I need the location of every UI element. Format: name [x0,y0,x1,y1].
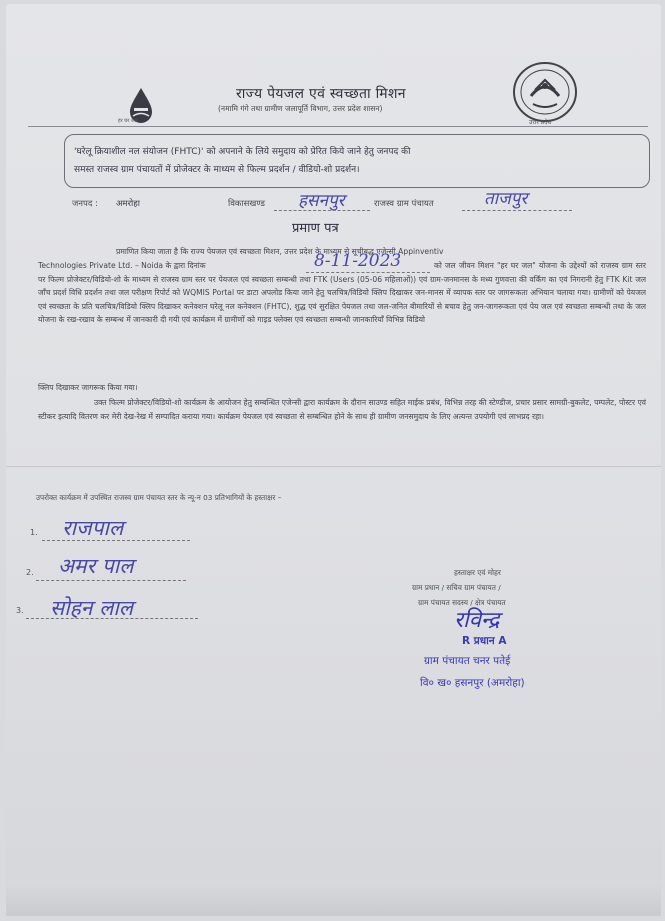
event-date: 8-11-2023 [314,251,402,271]
pradhan-signature: रविन्द्र [454,608,500,633]
government-seal-icon [511,60,579,124]
witness-number: 3. [16,606,24,615]
district-value: अमरोहा [116,199,140,209]
witness-signature: सोहन लाल [50,596,134,620]
district-label: जनपद : [72,199,98,209]
stamp-panchayat: ग्राम पंचायत चनर पतेई [424,655,511,667]
witness-number: 1. [30,528,38,537]
page-subtitle: (नमामि गंगे तथा ग्रामीण जलापूर्ति विभाग, उत्तर प्रदेश शासन) [218,104,383,113]
page-shadow [6,884,661,916]
stamp-pradhan: R प्रधान A [462,635,507,647]
witness-signature: अमर पाल [58,554,134,578]
witness-line [42,540,190,542]
banner-line-1: 'घरेलू क्रियाशील नल संयोजन (FHTC)' को अपनाने के लिये समुदाय को प्रेरित किये जाने हेतु जनपद की [74,147,411,157]
page-title: राज्य पेयजल एवं स्वच्छता मिशन [236,86,406,102]
panchayat-label: राजस्व ग्राम पंचायत [374,199,434,209]
block-underline [274,210,370,212]
witness-signature: राजपाल [62,516,124,540]
document-page [6,4,661,916]
logo-caption: हर घर जल [118,118,138,124]
panchayat-value: ताजपुर [484,189,528,209]
block-value: हसनपुर [298,191,345,211]
block-label: विकासखण्ड [228,199,265,209]
signatory-label: हस्ताक्षर एवं मोहर [454,568,501,577]
paragraph-1-line-a: प्रमाणित किया जाता है कि राज्य पेयजल एवं स्वच्छता मिशन, उत्तर प्रदेश के माध्यम से सूचीबद्ध एजेन्सी Appinventiv [116,247,444,256]
paper-fold [6,466,661,467]
paragraph-1-body: को जल जीवन मिशन "हर घर जल" योजना के उद्देश्यों को राजस्व ग्राम स्तर पर फिल्म प्रोजेक्टर/विडियो-शो के माध्यम से राजस्व ग्राम स्तर पर पेयजल एवं स्वच्छता सम्बन्धी तथा FTK (Users (05-06 महिलाओं)) एवं ग्राम-जनमानस के मध्य गुणवत्ता की वर्किंग का एवं निगरानी हेतु FTK Kit जल जाँच प्रदर्श विधि प्रदर्शन तथा जल परीक्षण रिपोर्ट को WQMIS Portal पर डाटा अपलोड किया जाने हेतु चलचित्र/विडियो क्लिप दिखाकर जन-मानस में व्यापक स्तर पर जागरूकता अभियान चलाया गया। ग्रामीणों को पेयजल एवं स्वच्छता के प्रति चलचित्र/विडियो क्लिप दिखाकर कनेक्शन घरेलू नल कनेक्शन (FHTC), शुद्ध एवं सुरक्षित पेयजल तथा जल-जनित बीमारियों से बचाव हेतु जन-जागरूकता एवं पेय जल एवं स्वच्छता सम्बन्धी तथा के जल योजना के रख-रखाव के सम्बन्ध में जानकारी दी गयी एवं कार्यक्रम में ग्रामीणों को गाइड फ्लेक्स एवं स्वच्छता सम्बन्धी जानकारियाँ विभिन्न विडियो [38,261,646,325]
paragraph-1-end: क्लिप दिखाकर जागरूक किया गया। [38,383,138,392]
subject-banner [64,134,650,188]
witness-intro: उपरोक्त कार्यक्रम में उपस्थित राजस्व ग्राम पंचायत स्तर के न्यू-न 03 प्रतिभागियों के हस्ताक्षर – [36,493,282,502]
header-divider [28,126,648,127]
panchayat-underline [462,210,572,212]
banner-line-2: समस्त राजस्व ग्राम पंचायतों में प्रोजेक्टर के माध्यम से फिल्म प्रदर्शन / वीडियो-शो प्रदर्शन। [74,165,360,175]
stamp-block: वि० ख० हसनपुर (अमरोहा) [420,677,525,689]
signatory-designation-2: ग्राम पंचायत सदस्य / क्षेत्र पंचायत [418,598,506,607]
witness-line [36,580,186,582]
signatory-designation-1: ग्राम प्रधान / सचिव ग्राम पंचायत / [412,583,501,592]
seal-text: उत्तर प्रदेश [529,119,552,126]
paragraph-2: उक्त फिल्म प्रोजेक्टर/विडियो-शो कार्यक्रम के आयोजन हेतु सम्बन्धित एजेन्सी द्वारा कार्यक्रम के दौरान साउण्ड सहित माईक प्रबंध, विभिन्न तरह की स्टेण्डीज, प्रचार प्रसार सामग्री-बुकलेट, पम्पलेट, पोस्टर एवं स्टीकर इत्यादि वितरण कर मेरी देख-रेख में सम्पादित कराया गया। कार्यक्रम पेयजल एवं स्वच्छता से सम्बन्धित होने के साथ ही ग्रामीण जनसमुदाय के लिए अत्यन्त उपयोगी एवं लाभप्रद रहा। [38,398,646,421]
paragraph-1-line-b: Technologies Private Ltd. – Noida के द्वारा दिनांक [38,261,206,270]
witness-line [26,618,198,620]
witness-number: 2. [26,568,34,577]
certificate-title: प्रमाण पत्र [292,221,339,236]
